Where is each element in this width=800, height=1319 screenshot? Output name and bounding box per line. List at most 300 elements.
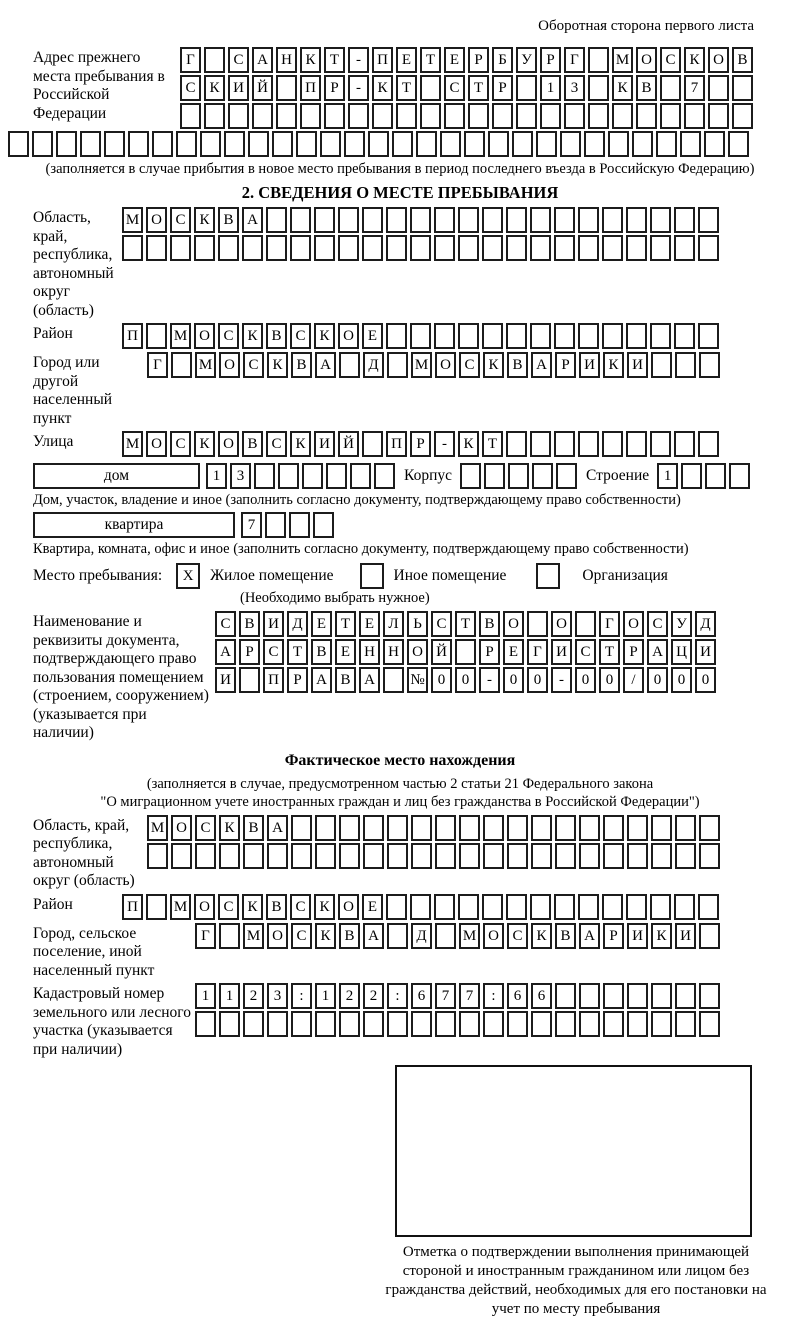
char-cell: 0 xyxy=(671,667,692,693)
char-cell xyxy=(243,843,264,869)
char-cell xyxy=(296,131,317,157)
char-cell xyxy=(265,512,286,538)
char-cell: С xyxy=(195,815,216,841)
char-cell xyxy=(603,843,624,869)
char-cell xyxy=(386,323,407,349)
char-cell: С xyxy=(263,639,284,665)
document-rows xyxy=(215,611,719,693)
char-cell: К xyxy=(300,47,321,73)
char-cell xyxy=(386,894,407,920)
char-cell xyxy=(170,235,191,261)
char-cell: И xyxy=(579,352,600,378)
char-cell xyxy=(266,235,287,261)
char-cell xyxy=(681,463,702,489)
char-cell: Г xyxy=(195,923,216,949)
char-cell: В xyxy=(507,352,528,378)
char-cell xyxy=(674,207,695,233)
char-cell xyxy=(674,894,695,920)
char-cell xyxy=(554,323,575,349)
char-cell xyxy=(458,235,479,261)
char-cell xyxy=(396,103,417,129)
char-cell xyxy=(627,815,648,841)
char-cell xyxy=(194,235,215,261)
char-cell: Т xyxy=(335,611,356,637)
district-label: Район xyxy=(33,325,73,342)
char-cell xyxy=(680,131,701,157)
char-cell xyxy=(516,103,537,129)
char-cell xyxy=(387,1011,408,1037)
char-cell: С xyxy=(290,894,311,920)
char-cell xyxy=(674,431,695,457)
stay-type-group xyxy=(33,563,800,589)
char-cell xyxy=(363,843,384,869)
char-cell xyxy=(540,103,561,129)
char-cell: Т xyxy=(468,75,489,101)
char-cell xyxy=(458,207,479,233)
char-cell xyxy=(584,131,605,157)
char-cell: 3 xyxy=(564,75,585,101)
korpus-label: Корпус xyxy=(404,467,452,484)
char-cell: / xyxy=(623,667,644,693)
char-cell: Д xyxy=(363,352,384,378)
char-cell xyxy=(482,235,503,261)
actual-city-row xyxy=(195,923,723,949)
char-cell xyxy=(532,463,553,489)
actual-region-rows xyxy=(147,815,723,869)
char-cell xyxy=(506,323,527,349)
char-cell: М xyxy=(122,207,143,233)
char-cell: В xyxy=(311,639,332,665)
char-cell: О xyxy=(623,611,644,637)
char-cell: В xyxy=(636,75,657,101)
char-cell xyxy=(339,1011,360,1037)
char-cell xyxy=(362,235,383,261)
char-cell: 0 xyxy=(527,667,548,693)
char-cell xyxy=(684,103,705,129)
char-cell xyxy=(675,843,696,869)
char-cell xyxy=(420,75,441,101)
char-cell xyxy=(675,815,696,841)
char-cell xyxy=(588,75,609,101)
char-cell: 7 xyxy=(241,512,262,538)
char-cell xyxy=(699,983,720,1009)
char-cell: Й xyxy=(338,431,359,457)
prev-address-row-1 xyxy=(180,47,756,73)
char-cell: 0 xyxy=(695,667,716,693)
char-cell xyxy=(434,207,455,233)
char-cell xyxy=(627,843,648,869)
char-cell xyxy=(626,207,647,233)
char-cell: В xyxy=(239,611,260,637)
char-cell: И xyxy=(215,667,236,693)
char-cell xyxy=(530,431,551,457)
char-cell xyxy=(290,207,311,233)
char-cell: Р xyxy=(410,431,431,457)
char-cell xyxy=(531,843,552,869)
char-cell: К xyxy=(290,431,311,457)
char-cell: Р xyxy=(479,639,500,665)
char-cell: К xyxy=(194,431,215,457)
char-cell: К xyxy=(651,923,672,949)
char-cell: И xyxy=(627,352,648,378)
char-cell xyxy=(506,894,527,920)
char-cell xyxy=(482,323,503,349)
char-cell: 7 xyxy=(459,983,480,1009)
char-cell: Л xyxy=(383,611,404,637)
district-group xyxy=(0,323,800,349)
char-cell: Т xyxy=(455,611,476,637)
char-cell: Е xyxy=(444,47,465,73)
char-cell xyxy=(483,1011,504,1037)
char-cell xyxy=(698,323,719,349)
char-cell xyxy=(368,131,389,157)
char-cell: Б xyxy=(492,47,513,73)
char-cell: 7 xyxy=(684,75,705,101)
char-cell: В xyxy=(339,923,360,949)
char-cell xyxy=(482,894,503,920)
char-cell xyxy=(420,103,441,129)
char-cell: Р xyxy=(324,75,345,101)
char-cell: П xyxy=(122,894,143,920)
char-cell: 0 xyxy=(647,667,668,693)
char-cell xyxy=(579,983,600,1009)
char-cell xyxy=(656,131,677,157)
char-cell xyxy=(579,1011,600,1037)
char-cell: В xyxy=(479,611,500,637)
char-cell xyxy=(248,131,269,157)
char-cell xyxy=(460,463,481,489)
char-cell xyxy=(554,431,575,457)
char-cell xyxy=(579,815,600,841)
char-cell xyxy=(698,207,719,233)
prev-address-row-4 xyxy=(8,131,800,157)
char-cell xyxy=(56,131,77,157)
stay-type-label: Место пребывания: xyxy=(33,567,163,584)
char-cell xyxy=(603,1011,624,1037)
char-cell xyxy=(459,1011,480,1037)
char-cell xyxy=(219,923,240,949)
char-cell xyxy=(314,235,335,261)
char-cell: - xyxy=(551,667,572,693)
char-cell xyxy=(338,207,359,233)
char-cell xyxy=(362,431,383,457)
char-cell: 1 xyxy=(315,983,336,1009)
char-cell: Г xyxy=(564,47,585,73)
char-cell: 2 xyxy=(243,983,264,1009)
char-cell xyxy=(651,843,672,869)
city-group xyxy=(0,352,800,428)
char-cell: О xyxy=(194,323,215,349)
char-cell xyxy=(698,235,719,261)
char-cell xyxy=(276,103,297,129)
document-row-3 xyxy=(215,667,719,693)
char-cell xyxy=(699,815,720,841)
char-cell: С xyxy=(575,639,596,665)
char-cell: Р xyxy=(540,47,561,73)
char-cell: Г xyxy=(147,352,168,378)
char-cell: К xyxy=(314,323,335,349)
char-cell: : xyxy=(483,983,504,1009)
cadastre-group xyxy=(0,983,800,1059)
actual-district-row xyxy=(122,894,722,920)
char-cell: А xyxy=(252,47,273,73)
char-cell xyxy=(492,103,513,129)
char-cell: О xyxy=(171,815,192,841)
actual-region-group xyxy=(0,815,800,891)
char-cell: Т xyxy=(287,639,308,665)
char-cell xyxy=(660,75,681,101)
char-cell xyxy=(554,207,575,233)
char-cell: 3 xyxy=(267,983,288,1009)
char-cell: П xyxy=(300,75,321,101)
char-cell xyxy=(459,815,480,841)
char-cell: С xyxy=(660,47,681,73)
char-cell xyxy=(527,611,548,637)
char-cell: К xyxy=(483,352,504,378)
char-cell xyxy=(458,894,479,920)
char-cell: А xyxy=(215,639,236,665)
char-cell: В xyxy=(266,323,287,349)
region-label: Область, край, республика, автономный округ (область) xyxy=(33,209,114,319)
char-cell: Р xyxy=(603,923,624,949)
char-cell xyxy=(508,463,529,489)
char-cell: К xyxy=(204,75,225,101)
apartment-box-label: квартира xyxy=(33,512,235,538)
cadastre-label: Кадастровый номер земельного или лесного участка (указывается при наличии) xyxy=(33,985,191,1058)
char-cell xyxy=(728,131,749,157)
char-cell xyxy=(699,1011,720,1037)
char-cell: В xyxy=(218,207,239,233)
char-cell: 1 xyxy=(540,75,561,101)
street-group xyxy=(0,431,800,457)
char-cell: О xyxy=(407,639,428,665)
char-cell xyxy=(289,512,310,538)
char-cell xyxy=(626,235,647,261)
char-cell xyxy=(482,207,503,233)
char-cell xyxy=(387,923,408,949)
registration-stamp-box xyxy=(395,1065,752,1237)
char-cell xyxy=(338,235,359,261)
char-cell xyxy=(554,235,575,261)
char-cell: О xyxy=(194,894,215,920)
char-cell xyxy=(410,235,431,261)
char-cell: К xyxy=(603,352,624,378)
region-rows xyxy=(122,207,722,261)
char-cell xyxy=(578,431,599,457)
char-cell: С xyxy=(243,352,264,378)
char-cell: У xyxy=(516,47,537,73)
char-cell xyxy=(339,352,360,378)
prev-address-group xyxy=(0,47,800,129)
char-cell xyxy=(363,815,384,841)
char-cell xyxy=(171,843,192,869)
char-cell xyxy=(531,815,552,841)
char-cell: 0 xyxy=(431,667,452,693)
char-cell: Т xyxy=(482,431,503,457)
char-cell xyxy=(291,1011,312,1037)
char-cell: Д xyxy=(695,611,716,637)
char-cell: С xyxy=(218,894,239,920)
char-cell xyxy=(204,103,225,129)
char-cell xyxy=(434,894,455,920)
char-cell xyxy=(176,131,197,157)
char-cell: М xyxy=(147,815,168,841)
char-cell xyxy=(674,323,695,349)
char-cell xyxy=(627,1011,648,1037)
char-cell xyxy=(675,1011,696,1037)
char-cell xyxy=(152,131,173,157)
char-cell: К xyxy=(372,75,393,101)
document-group xyxy=(0,611,800,743)
char-cell xyxy=(410,894,431,920)
char-cell xyxy=(435,843,456,869)
region-row-2 xyxy=(122,235,722,261)
char-cell: Ь xyxy=(407,611,428,637)
char-cell xyxy=(195,843,216,869)
char-cell: А xyxy=(315,352,336,378)
char-cell: А xyxy=(359,667,380,693)
char-cell: 0 xyxy=(455,667,476,693)
char-cell: Й xyxy=(252,75,273,101)
char-cell xyxy=(507,1011,528,1037)
char-cell: М xyxy=(122,431,143,457)
char-cell xyxy=(564,103,585,129)
stroenie-label: Строение xyxy=(586,467,650,484)
char-cell: Е xyxy=(335,639,356,665)
char-cell: О xyxy=(338,894,359,920)
char-cell xyxy=(290,235,311,261)
char-cell xyxy=(315,815,336,841)
char-cell: О xyxy=(267,923,288,949)
char-cell xyxy=(228,103,249,129)
char-cell: О xyxy=(146,207,167,233)
char-cell: 6 xyxy=(411,983,432,1009)
char-cell xyxy=(507,843,528,869)
char-cell: 0 xyxy=(575,667,596,693)
char-cell xyxy=(266,207,287,233)
char-cell: К xyxy=(219,815,240,841)
char-cell xyxy=(315,843,336,869)
char-cell xyxy=(350,463,371,489)
actual-city-label: Город, сельское поселение, иной населенный пункт xyxy=(33,924,155,979)
char-cell xyxy=(435,815,456,841)
char-cell: О xyxy=(551,611,572,637)
char-cell xyxy=(410,207,431,233)
char-cell xyxy=(555,843,576,869)
char-cell xyxy=(512,131,533,157)
char-cell xyxy=(626,431,647,457)
char-cell: Р xyxy=(492,75,513,101)
apartment-note: Квартира, комната, офис и иное (заполнить согласно документу, подтверждающему право собственности) xyxy=(33,541,689,557)
char-cell xyxy=(488,131,509,157)
char-cell: С xyxy=(431,611,452,637)
char-cell xyxy=(650,235,671,261)
char-cell: С xyxy=(291,923,312,949)
char-cell xyxy=(555,1011,576,1037)
char-cell: П xyxy=(263,667,284,693)
char-cell: А xyxy=(311,667,332,693)
char-cell xyxy=(578,207,599,233)
char-cell xyxy=(320,131,341,157)
char-cell xyxy=(603,983,624,1009)
char-cell xyxy=(374,463,395,489)
street-row xyxy=(122,431,722,457)
char-cell xyxy=(146,235,167,261)
char-cell: К xyxy=(684,47,705,73)
char-cell xyxy=(732,75,753,101)
house-number-row xyxy=(206,463,398,489)
char-cell xyxy=(239,667,260,693)
char-cell xyxy=(348,103,369,129)
char-cell xyxy=(602,207,623,233)
char-cell: О xyxy=(219,352,240,378)
char-cell xyxy=(302,463,323,489)
char-cell: О xyxy=(338,323,359,349)
char-cell xyxy=(651,1011,672,1037)
char-cell: О xyxy=(483,923,504,949)
char-cell xyxy=(434,235,455,261)
char-cell xyxy=(8,131,29,157)
char-cell xyxy=(699,352,720,378)
char-cell xyxy=(674,235,695,261)
char-cell: А xyxy=(363,923,384,949)
char-cell: В xyxy=(266,894,287,920)
house-group xyxy=(33,463,800,489)
char-cell: О xyxy=(218,431,239,457)
char-cell xyxy=(660,103,681,129)
actual-region-label: Область, край, республика, автономный округ (область) xyxy=(33,816,135,889)
char-cell xyxy=(104,131,125,157)
char-cell xyxy=(464,131,485,157)
char-cell xyxy=(204,47,225,73)
char-cell xyxy=(555,815,576,841)
char-cell xyxy=(626,323,647,349)
char-cell: Р xyxy=(555,352,576,378)
cadastre-row-1 xyxy=(195,983,723,1009)
char-cell xyxy=(729,463,750,489)
char-cell: 7 xyxy=(435,983,456,1009)
section2-title: 2. СВЕДЕНИЯ О МЕСТЕ ПРЕБЫВАНИЯ xyxy=(241,183,559,202)
char-cell: Е xyxy=(311,611,332,637)
char-cell xyxy=(458,323,479,349)
char-cell: М xyxy=(170,894,191,920)
char-cell: В xyxy=(243,815,264,841)
char-cell xyxy=(300,103,321,129)
char-cell: Е xyxy=(503,639,524,665)
cadastre-row-2 xyxy=(195,1011,723,1037)
char-cell xyxy=(386,235,407,261)
char-cell xyxy=(603,815,624,841)
char-cell xyxy=(531,1011,552,1037)
char-cell xyxy=(704,131,725,157)
char-cell: М xyxy=(170,323,191,349)
char-cell xyxy=(699,843,720,869)
char-cell: С xyxy=(228,47,249,73)
char-cell xyxy=(224,131,245,157)
char-cell: С xyxy=(180,75,201,101)
char-cell: : xyxy=(291,983,312,1009)
char-cell: А xyxy=(531,352,552,378)
char-cell: С xyxy=(218,323,239,349)
char-cell xyxy=(651,815,672,841)
char-cell: О xyxy=(636,47,657,73)
char-cell xyxy=(435,923,456,949)
char-cell xyxy=(200,131,221,157)
char-cell xyxy=(435,1011,456,1037)
char-cell xyxy=(267,843,288,869)
char-cell: 1 xyxy=(206,463,227,489)
char-cell xyxy=(530,894,551,920)
